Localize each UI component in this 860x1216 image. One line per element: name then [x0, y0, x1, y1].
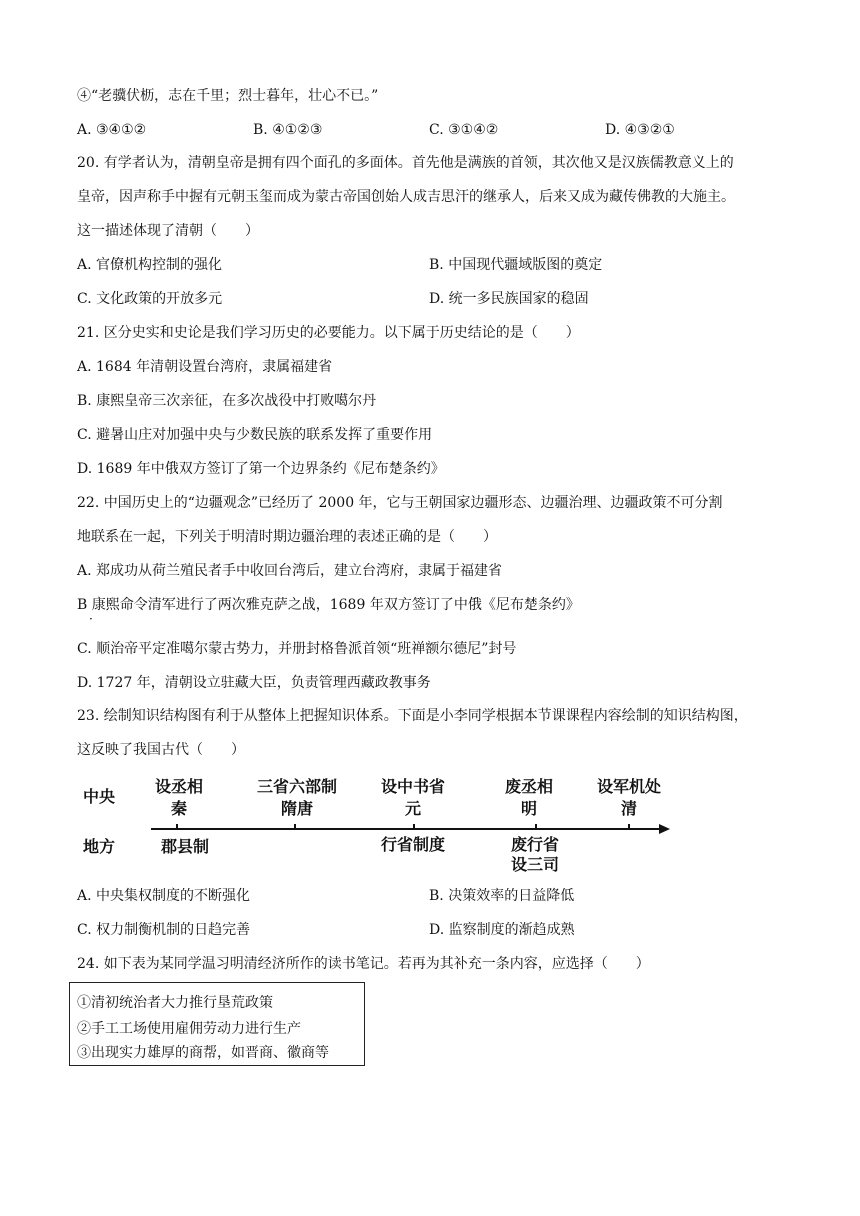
- q22-option-d: D. 1727 年，清朝设立驻藏大臣，负责管理西藏政教事务: [77, 675, 431, 691]
- q20-option-c: C. 文化政策的开放多元: [77, 291, 223, 307]
- q19-option-b: B. ④①②③: [253, 122, 323, 138]
- q21-option-d: D. 1689 年中俄双方签订了第一个边界条约《尼布楚条约》: [77, 461, 445, 477]
- q20-option-d: D. 统一多民族国家的稳固: [429, 291, 589, 307]
- q22-stem-line-2: 地联系在一起，下列关于明清时期边疆治理的表述正确的是（ ）: [77, 529, 497, 545]
- q22-option-b: B 康熙命令清军进行了两次雅克萨之战，1689 年双方签订了中俄《尼布楚条约》: [77, 597, 580, 613]
- q23-stem-line-1: 23. 绘制知识结构图有利于从整体上把握知识体系。下面是小李同学根据本节课课程内容绘制的知识结构图，: [77, 708, 748, 724]
- q19-option-a: A. ③④①②: [77, 122, 147, 138]
- q20-stem-line-1: 20. 有学者认为，清朝皇帝是拥有四个面孔的多面体。首先他是满族的首领，其次他又是汉族儒教意义上的: [77, 155, 734, 171]
- q20-option-b: B. 中国现代疆域版图的奠定: [429, 257, 603, 273]
- q22-option-c: C. 顺治帝平定准噶尔蒙古势力，并册封格鲁派首领“班禅额尔德尼”封号: [77, 641, 517, 657]
- local-item-3-title: 废行省: [510, 835, 560, 854]
- q19-option-c: C. ③①④②: [429, 122, 499, 138]
- q23-option-b: B. 决策效率的日益降低: [429, 888, 575, 904]
- q23-option-a: A. 中央集权制度的不断强化: [77, 888, 251, 904]
- q22-stem-line-1: 22. 中国历史上的“边疆观念”已经历了 2000 年，它与王朝国家边疆形态、边疆治理、边疆政策不可分割: [77, 495, 723, 511]
- q20-stem-line-3: 这一描述体现了清朝（ ）: [77, 223, 259, 239]
- local-item-3-subtitle: 设三司: [510, 855, 560, 872]
- timeline-arrow: [659, 824, 670, 834]
- central-item-2-title: 三省六部制: [256, 777, 338, 796]
- q23-stem-line-2: 这反映了我国古代（ ）: [77, 742, 245, 758]
- central-item-2-dynasty: 隋唐: [280, 799, 314, 818]
- q22-option-a: A. 郑成功从荷兰殖民者手中收回台湾后，建立台湾府，隶属于福建省: [77, 563, 503, 579]
- central-item-4-title: 废丞相: [504, 777, 554, 796]
- q23-option-d: D. 监察制度的渐趋成熟: [429, 922, 575, 938]
- diagram-row-local: 地方: [83, 837, 116, 856]
- q20-stem-line-2: 皇帝，因声称手中握有元朝玉玺而成为蒙古帝国创始人成吉思汗的继承人，后来又成为藏传佛教的大施主。: [77, 189, 735, 205]
- note-item-3: ③出现实力雄厚的商帮，如晋商、徽商等: [77, 1045, 329, 1061]
- local-item-2-title: 行省制度: [380, 835, 446, 854]
- central-item-4-dynasty: 明: [520, 799, 538, 818]
- q19-option-d: D. ④③②①: [605, 122, 675, 138]
- central-item-3-dynasty: 元: [404, 799, 422, 818]
- q23-option-c: C. 权力制衡机制的日趋完善: [77, 922, 251, 938]
- central-item-3-title: 设中书省: [380, 777, 446, 796]
- note-item-2: ②手工工场使用雇佣劳动力进行生产: [77, 1021, 301, 1037]
- q21-stem: 21. 区分史实和史论是我们学习历史的必要能力。以下属于历史结论的是（ ）: [77, 325, 580, 341]
- diagram-row-central: 中央: [83, 787, 116, 806]
- q19-item-4: ④“老骥伏枥，志在千里；烈士暮年，壮心不已。”: [77, 88, 379, 104]
- q21-option-c: C. 避暑山庄对加强中央与少数民族的联系发挥了重要作用: [77, 427, 433, 443]
- reading-notes-box: [69, 982, 365, 1066]
- central-item-5-title: 设军机处: [596, 777, 662, 796]
- note-item-1: ①清初统治者大力推行垦荒政策: [77, 995, 273, 1011]
- q21-option-b: B. 康熙皇帝三次亲征，在多次战役中打败噶尔丹: [77, 393, 377, 409]
- q21-option-a: A. 1684 年清朝设置台湾府，隶属福建省: [77, 359, 333, 375]
- knowledge-structure-diagram: [77, 772, 677, 872]
- q20-option-a: A. 官僚机构控制的强化: [77, 257, 223, 273]
- central-item-1-title: 设丞相: [154, 777, 204, 796]
- q24-stem: 24. 如下表为某同学温习明清经济所作的读书笔记。若再为其补充一条内容，应选择（ ）: [77, 956, 650, 972]
- local-item-1-title: 郡县制: [160, 837, 210, 856]
- q22-option-b-dot: ·: [89, 612, 93, 626]
- central-item-5-dynasty: 清: [620, 799, 638, 818]
- central-item-1-dynasty: 秦: [170, 799, 188, 818]
